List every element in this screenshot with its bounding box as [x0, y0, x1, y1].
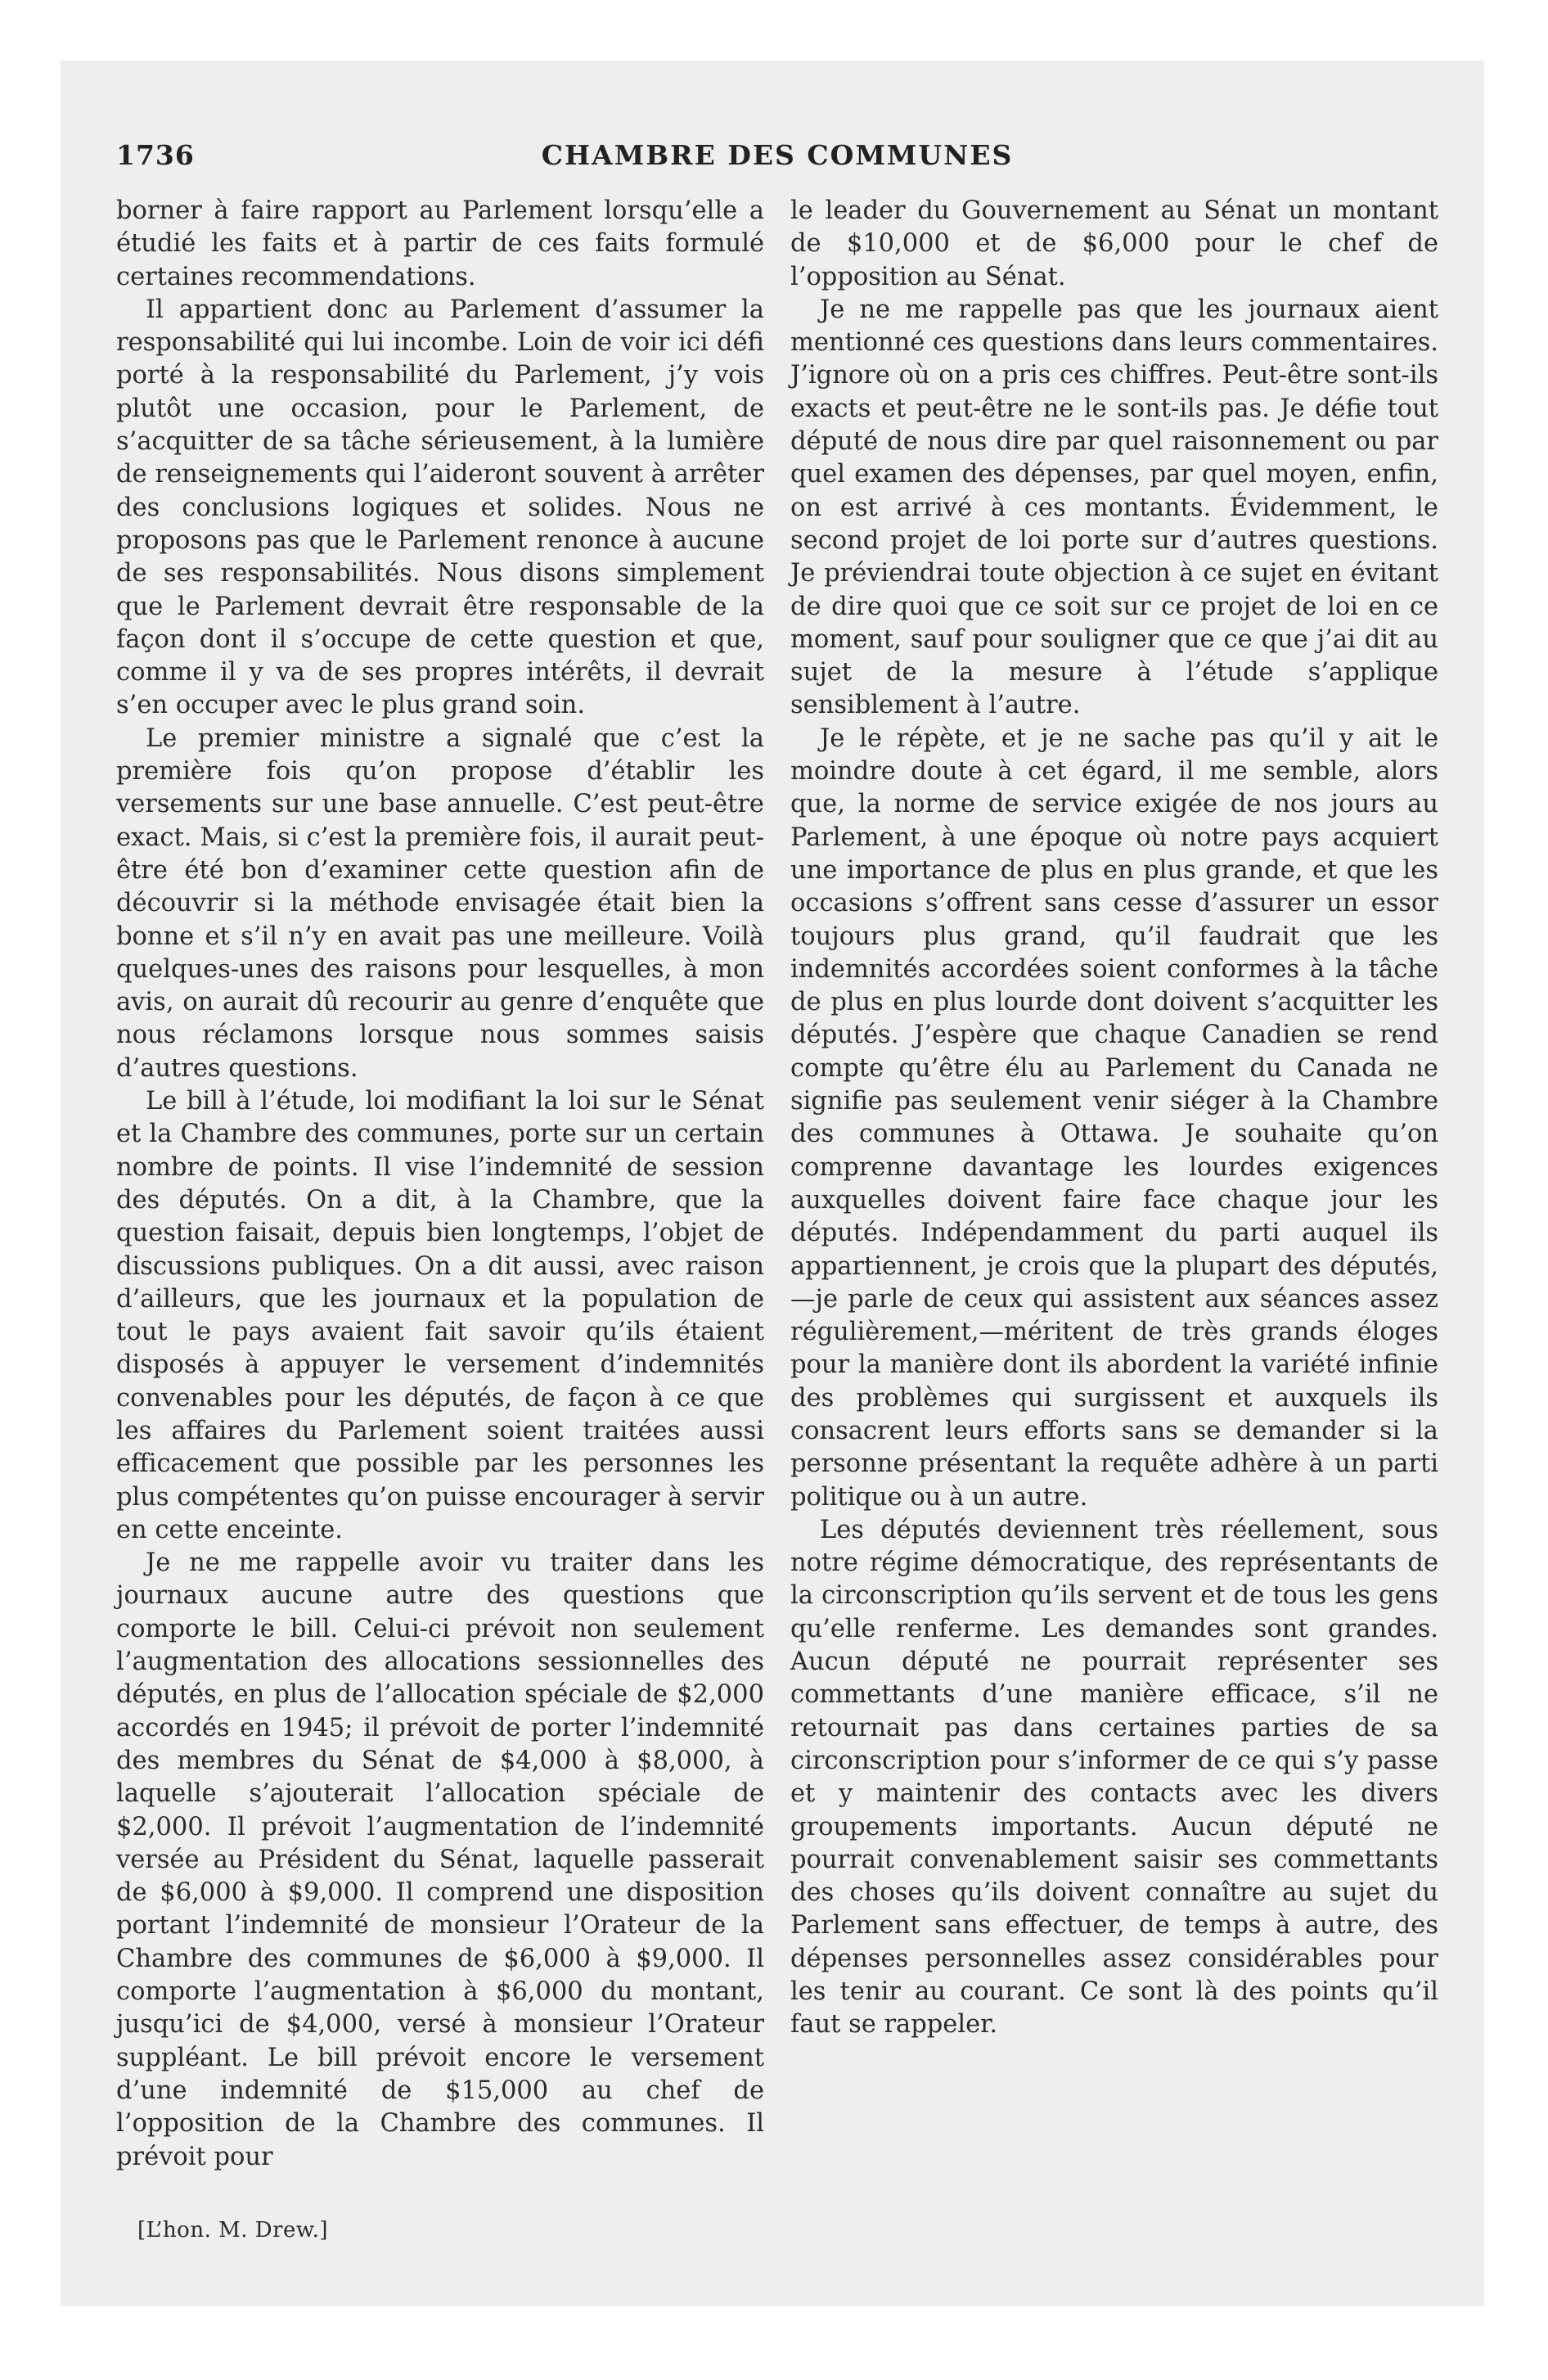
page-number: 1736: [116, 139, 195, 171]
left-paragraph-5: Je ne me rappelle avoir vu traiter dans les journaux aucune autre des questions que comporte le bill. Celui-ci prévoit non seulement l’augmentation des allocations sessionnelles des députés, en plus de l’allocation spéciale de $2,000 accordés en 1945; il prévoit de porter l’indemnité des membres du Sénat de $4,000 à $8,000, à laquelle s’ajouterait l’allocation spéciale de $2,000. Il prévoit l’augmentation de l’indemnité versée au Président du Sénat, laquelle passerait de $6,000 à $9,000. Il comprend une disposition portant l’indemnité de monsieur l’Orateur de la Chambre des communes de $6,000 à $9,000. Il comporte l’augmentation à $6,000 du montant, jusqu’ici de $4,000, versé à monsieur l’Orateur suppléant. Le bill prévoit encore le versement d’une indemnité de $15,000 au chef de l’opposition de la Chambre des communes. Il prévoit pour: [116, 1548, 764, 2171]
left-paragraph-3: Le premier ministre a signalé que c’est la première fois qu’on propose d’établir les versements sur une base annuelle. C’est peut-être exact. Mais, si c’est la première fois, il aurait peut-être été bon d’examiner cette question afin de découvrir si la méthode envisagée était bien la bonne et s’il n’y en avait pas une meilleure. Voilà quelques-unes des raisons pour lesquelles, à mon avis, on aurait dû recourir au genre d’enquête que nous réclamons lorsque nous sommes saisis d’autres questions.: [116, 723, 764, 1083]
right-paragraph-3: Je le répète, et je ne sache pas qu’il y ait le moindre doute à cet égard, il me semble, alors que, la norme de service exigée de nos jours au Parlement, à une époque où notre pays acquiert une importance de plus en plus grande, et que les occasions s’offrent sans cesse d’assurer un essor toujours plus grand, qu’il faudrait que les indemnités accordées soient conformes à la tâche de plus en plus lourde dont doivent s’acquitter les députés. J’espère que chaque Canadien se rend compte qu’être élu au Parlement du Canada ne signifie pas seulement venir siéger à la Chambre des communes à Ottawa. Je souhaite qu’on comprenne davantage les lourdes exigences auxquelles doivent faire face chaque jour les députés. Indépendamment du parti auquel ils appartiennent, je crois que la plupart des députés,—je parle de ceux qui assistent aux séances assez régulièrement,—méritent de très grands éloges pour la manière dont ils abordent la variété infinie des problèmes qui surgissent et auxquels ils consacrent leurs efforts sans se demander si la personne présentant la requête adhère à un parti politique ou à un autre.: [790, 723, 1438, 1512]
running-head: CHAMBRE DES COMMUNES: [541, 139, 1014, 171]
right-paragraph-1: le leader du Gouvernement au Sénat un montant de $10,000 et de $6,000 pour le chef de l’opposition au Sénat.: [790, 196, 1438, 291]
left-paragraph-1: borner à faire rapport au Parlement lorsqu’elle a étudié les faits et à partir de ces faits formulé certaines recommendations.: [116, 196, 764, 291]
right-paragraph-4: Les députés deviennent très réellement, sous notre régime démocratique, des représentants de la circonscription qu’ils servent et de tous les gens qu’elle renferme. Les demandes sont grandes. Aucun député ne pourrait représenter ses commettants d’une manière efficace, s’il ne retournait pas dans certaines parties de sa circonscription pour s’informer de ce qui s’y passe et y maintenir des contacts avec les divers groupements importants. Aucun député ne pourrait convenablement saisir ses commettants des choses qu’ils doivent connaître au sujet du Parlement sans effectuer, de temps à autre, des dépenses personnelles assez considérables pour les tenir au courant. Ce sont là des points qu’il faut se rappeler.: [790, 1515, 1438, 2040]
page-header: [116, 139, 1438, 180]
left-paragraph-4: Le bill à l’étude, loi modifiant la loi sur le Sénat et la Chambre des communes, porte sur un certain nombre de points. Il vise l’indemnité de session des députés. On a dit, à la Chambre, que la question faisait, depuis bien longtemps, l’objet de discussions publiques. On a dit aussi, avec raison d’ailleurs, que les journaux et la population de tout le pays avaient fait savoir qu’ils étaient disposés à appuyer le versement d’indemnités convenables pour les députés, de façon à ce que les affaires du Parlement soient traitées aussi efficacement que possible par les personnes les plus compétentes qu’on puisse encourager à servir en cette enceinte.: [116, 1087, 764, 1544]
left-column: [116, 195, 764, 2174]
right-paragraph-2: Je ne me rappelle pas que les journaux aient mentionné ces questions dans leurs commentaires. J’ignore où on a pris ces chiffres. Peut-être sont-ils exacts et peut-être ne le sont-ils pas. Je défie tout député de nous dire par quel raisonnement ou par quel examen des dépenses, par quel moyen, enfin, on est arrivé à ces montants. Évidemment, le second projet de loi porte sur d’autres questions. Je préviendrai toute objection à ce sujet en évitant de dire quoi que ce soit sur ce projet de loi en ce moment, sauf pour souligner que ce que j’ai dit au sujet de la mesure à l’étude s’applique sensiblement à l’autre.: [790, 295, 1438, 720]
left-paragraph-2: Il appartient donc au Parlement d’assumer la responsabilité qui lui incombe. Loin de voir ici défi porté à la responsabilité du Parlement, j’y vois plutôt une occasion, pour le Parlement, de s’acquitter de sa tâche sérieusement, à la lumière de renseignements qui l’aideront souvent à arrêter des conclusions logiques et solides. Nous ne proposons pas que le Parlement renonce à aucune de ses responsabilités. Nous disons simplement que le Parlement devrait être responsable de la façon dont il s’occupe de cette question et que, comme il y va de ses propres intérêts, il devrait s’en occuper avec le plus grand soin.: [116, 295, 764, 720]
speaker-attribution: [L’hon. M. Drew.]: [137, 2218, 329, 2243]
right-column: [790, 195, 1438, 2042]
